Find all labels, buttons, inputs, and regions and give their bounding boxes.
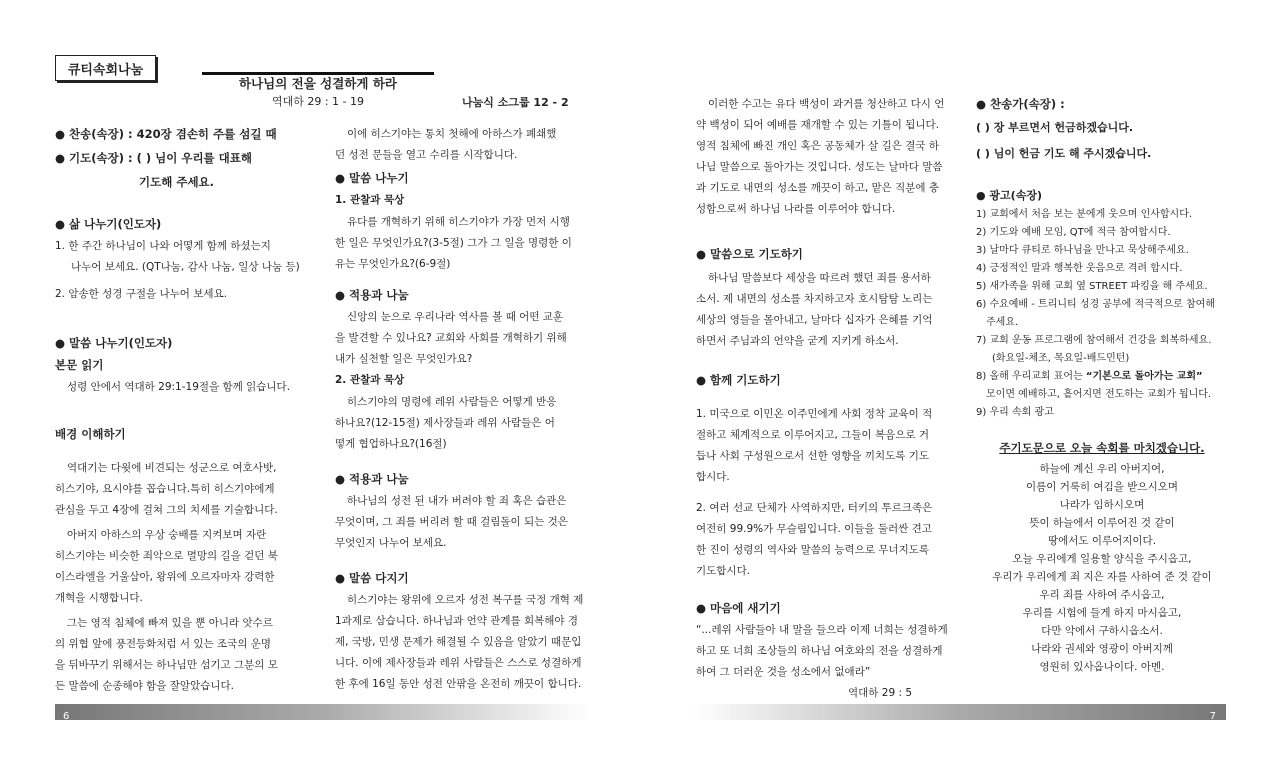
announcements-list bbox=[976, 206, 1228, 422]
scripture-reference: 역대하 29 : 1 - 19 bbox=[271, 95, 365, 108]
intro-text: 이에 히스기야는 통치 첫해에 아하스가 폐쇄했 bbox=[347, 128, 557, 140]
observe-1-text: 유다를 개혁하기 위해 히스기야가 가장 먼저 시행 한 일은 무엇인가요?(3-5절) 그가 그 일을 명령한 이 유는 무엇인가요?(6-9절) bbox=[335, 216, 572, 270]
life-sharing-heading: ● 삶 나누기(인도자) bbox=[55, 217, 162, 231]
word-sharing-heading: ● 말씀 나누기(인도자) bbox=[55, 336, 173, 350]
footer-bar-left bbox=[55, 704, 590, 720]
announcement-item-cont: 모이면 예배하고, 흩어지면 전도하는 교회가 됩니다. bbox=[986, 389, 1212, 400]
column-2: 이에 히스기야는 통치 첫해에 아하스가 폐쇄했 던 성전 문들을 열고 수리를 시작합니다. ● 말씀 나누기 1. 관찰과 묵상 유다를 개혁하기 위해 히스기야가 가장 먼저 시행 한 일은 무엇인가요?(3-5절) 그가 그 일을 명령한 이 유는 무엇인가요?(6-9절) ● 적용과 나눔 신앙의 눈으로 우리나라 역사를 볼 때 어떤 교훈 을 발견할 수 있나요? 교회와 사회를 개혁하기 위해 내가 실천할 일은 무엇인가요? 2. 관찰과 묵상 히스기야의 명령에 레위 사람들은 어떻게 반응 하나요?(12-15절) 제사장들과 레위 사람들은 어 떻게 협업하나요?(16절) ● 적용과 나눔 하나님의 성전 된 내가 버려야 할 죄 혹은 습관은 무엇이며, 그 죄를 버리려 할 때 걸림돌이 되는 것은 무엇인지 나누어 보세요. ● 말씀 다지기 히스기야는 왕위에 오르자 성전 복구를 국정 개혁 제 1과제로 삼습니다. 하나님과 언약 관계를 회복해야 경 제, 국방, 민생 문제가 해결될 수 있음을 알았기 때문입 니다. 이에 제사장들과 레위 사람들은 스스로 성결하게 한 후에 16일 동안 성전 안팎을 온전히 깨끗이 합니다. bbox=[335, 124, 597, 695]
apply-2-heading: ● 적용과 나눔 bbox=[335, 472, 409, 486]
lords-prayer: 하늘에 계신 우리 아버지여, 이름이 거룩히 여김을 받으시오며 나라가 임하시오며 뜻이 하늘에서 이루어진 것 같이 땅에서도 이루어지이다. 오늘 우리에게 일용할 양식을 주시옵고, 우리가 우리에게 죄 지은 자를 사하여 준 것 같이 우리 죄를 사하여 주시옵고, 우리를 시험에 들게 하지 마시옵고, 다만 악에서 구하시옵소서. 나라와 권세와 영광이 아버지께 영원히 있사옵나이다. 아멘. bbox=[992, 463, 1212, 673]
resolve-text: 히스기야는 왕위에 오르자 성전 복구를 국정 개혁 제 1과제로 삼습니다. 하나님과 언약 관계를 회복해야 경 제, 국방, 민생 문제가 해결될 수 있음을 알았기 때문입 니다. 이에 제사장들과 레위 사람들은 스스로 성결하게 한 후에 16일 동안 성전 안팎을 온전히 깨끗이 합니다. bbox=[335, 594, 584, 690]
reading-text: 성령 안에서 역대하 29:1-19절을 함께 읽습니다. bbox=[67, 381, 291, 393]
apply-1-heading: ● 적용과 나눔 bbox=[335, 288, 409, 302]
announcement-item-motto: 8) 올해 우리교회 표어는 “기본으로 돌아가는 교회” bbox=[976, 371, 1203, 382]
background-paragraph-2: 아버지 아하스의 우상 숭배를 지켜보며 자란 히스기야는 비슷한 죄악으로 멸망의 길을 걷던 북 이스라엘을 거울삼아, 왕위에 오르자마자 강력한 개혁을 시행합니다. bbox=[55, 529, 278, 604]
announcement-item: 1) 교회에서 처음 보는 분에게 웃으며 인사합시다. bbox=[976, 209, 1193, 220]
observe-1-heading: 1. 관찰과 묵상 bbox=[335, 194, 405, 206]
brand-box bbox=[55, 55, 156, 81]
prayer-item-1: 1. 미국으로 이민온 이주민에게 사회 정착 교육이 적 절하고 체계적으로 이루어지고, 그들이 복음으로 거 듭나 사회 구성원으로서 선한 영향을 끼치도록 기도 합시다. bbox=[696, 408, 933, 483]
pray-together-heading: ● 함께 기도하기 bbox=[696, 373, 781, 387]
brand-label: 큐티속회나눔 bbox=[67, 62, 144, 78]
title-block bbox=[202, 75, 434, 110]
life-item-2: 2. 암송한 성경 구절을 나누어 보세요. bbox=[55, 288, 228, 300]
background-paragraph-3: 그는 영적 침체에 빠져 있을 뿐 아니라 앗수르 의 위협 앞에 풍전등화처럼 서 있는 조국의 운명 을 뒤바꾸기 위해서는 하나님만 섬기고 그분의 모 든 말씀에 순종해야 함을 잘알았습니다. bbox=[55, 617, 278, 692]
group-label: 나눔식 소그룹 12 - 2 bbox=[462, 96, 569, 109]
announcement-item: 3) 날마다 큐티로 하나님을 만나고 묵상해주세요. bbox=[976, 245, 1189, 256]
continued-text: 이러한 수고는 유다 백성이 과거를 청산하고 다시 언 약 백성이 되어 예배를 재개할 수 있는 기틀이 됩니다. 영적 침체에 빠진 개인 혹은 공동체가 살 길은 결국 하 나님 말씀으로 돌아가는 것입니다. 성도는 날마다 말씀 과 기도로 내면의 성소를 깨끗이 하고, 맡은 직분에 충 성함으로써 하나님 나라를 이루어야 합니다. bbox=[696, 98, 945, 215]
prayer-line: ● 기도(속장) : ( ) 님이 우리를 대표해 bbox=[55, 151, 252, 165]
memory-verse-reference: 역대하 29 : 5 bbox=[848, 687, 913, 699]
engrave-heading: ● 마음에 새기기 bbox=[696, 601, 781, 615]
background-heading: 배경 이해하기 bbox=[55, 427, 126, 441]
page-number-left: 6 bbox=[63, 711, 70, 722]
life-item-1-cont: 나누어 보세요. (QT나눔, 감사 나눔, 일상 나눔 등) bbox=[71, 261, 300, 273]
announcement-item: 2) 기도와 예배 모임, QT에 적극 참여합시다. bbox=[976, 227, 1171, 238]
apply-2-text: 하나님의 성전 된 내가 버려야 할 죄 혹은 습관은 무엇이며, 그 죄를 버리려 할 때 걸림돌이 되는 것은 무엇인지 나누어 보세요. bbox=[335, 495, 568, 549]
reading-heading: 본문 읽기 bbox=[55, 358, 104, 372]
memory-verse: “...레위 사람들아 내 말을 들으라 이제 너희는 성결하게 하고 또 너희 조상들의 하나님 여호와의 전을 성결하게 하여 그 더러운 것을 성소에서 없애라” bbox=[696, 624, 948, 678]
column-4 bbox=[976, 94, 1228, 676]
footer-bar-right bbox=[693, 704, 1226, 720]
page-title: 하나님의 전을 성결하게 하라 bbox=[239, 76, 397, 91]
announcements-heading: ● 광고(속장) bbox=[976, 189, 1042, 202]
background-paragraph-1: 역대기는 다윗에 비견되는 성군으로 여호사밧, 히스기야, 요시야를 꼽습니다.특히 히스기야에게 관심을 두고 4장에 걸쳐 그의 치세를 기술합니다. bbox=[55, 462, 278, 516]
announcement-item: 5) 새가족을 위해 교회 옆 STREET 파킹을 해 주세요. bbox=[976, 281, 1208, 292]
offering-prayer-line: ( ) 님이 헌금 기도 해 주시겠습니다. bbox=[976, 147, 1152, 160]
pray-with-word-heading: ● 말씀으로 기도하기 bbox=[696, 247, 803, 261]
observe-2-text: 히스기야의 명령에 레위 사람들은 어떻게 반응 하나요?(12-15절) 제사장들과 레위 사람들은 어 떻게 협업하나요?(16절) bbox=[335, 396, 557, 450]
announcement-item: 9) 우리 속회 광고 bbox=[976, 407, 1054, 418]
announcement-item: 7) 교회 운동 프로그램에 참여해서 건강을 회복하세요. bbox=[976, 335, 1212, 346]
observe-2-heading: 2. 관찰과 묵상 bbox=[335, 374, 405, 386]
resolve-heading: ● 말씀 다지기 bbox=[335, 571, 409, 585]
announcement-item-cont: 주세요. bbox=[986, 317, 1019, 328]
offering-hymn-heading: ● 찬송가(속장) : bbox=[976, 97, 1065, 111]
announcement-item-cont: (화요일-체조, 목요일-배드민턴) bbox=[992, 353, 1130, 364]
life-item-1: 1. 한 주간 하나님이 나와 어떻게 함께 하셨는지 bbox=[55, 240, 271, 252]
pray-with-word-text: 하나님 말씀보다 세상을 따르려 했던 죄를 용서하 소서. 제 내면의 성소를 차지하고자 호시탐탐 노리는 세상의 영들을 몰아내고, 날마다 십자가 은혜를 기억 하면서 주님과의 언약을 굳게 지키게 하소서. bbox=[696, 272, 933, 347]
church-motto: “기본으로 돌아가는 교회” bbox=[1085, 371, 1203, 382]
announcement-item: 6) 수요예배 - 트리니티 성경 공부에 적극적으로 참여해 bbox=[976, 299, 1215, 310]
closing-heading: 주기도문으로 오늘 속회를 마치겠습니다. bbox=[999, 441, 1205, 455]
talk-heading: ● 말씀 나누기 bbox=[335, 171, 409, 185]
prayer-line-2: 기도해 주세요. bbox=[139, 175, 215, 189]
hymn-line: ● 찬송(속장) : 420장 겸손히 주를 섬길 때 bbox=[55, 127, 277, 141]
apply-1-text: 신앙의 눈으로 우리나라 역사를 볼 때 어떤 교훈 을 발견할 수 있나요? 교회와 사회를 개혁하기 위해 내가 실천할 일은 무엇인가요? bbox=[335, 311, 567, 365]
column-3 bbox=[696, 94, 958, 704]
offering-hymn-line: ( ) 장 부르면서 헌금하겠습니다. bbox=[976, 121, 1134, 134]
column-1 bbox=[55, 124, 320, 697]
prayer-item-2: 2. 여러 선교 단체가 사역하지만, 터키의 투르크족은 여전히 99.9%가 무슬림입니다. 이들을 둘러싼 견고 한 진이 성령의 역사와 말씀의 능력으로 무너지도록 기도합시다. bbox=[696, 502, 933, 577]
announcement-item: 4) 긍정적인 말과 행복한 웃음으로 격려 합시다. bbox=[976, 263, 1183, 274]
page-number-right: 7 bbox=[1209, 711, 1216, 722]
